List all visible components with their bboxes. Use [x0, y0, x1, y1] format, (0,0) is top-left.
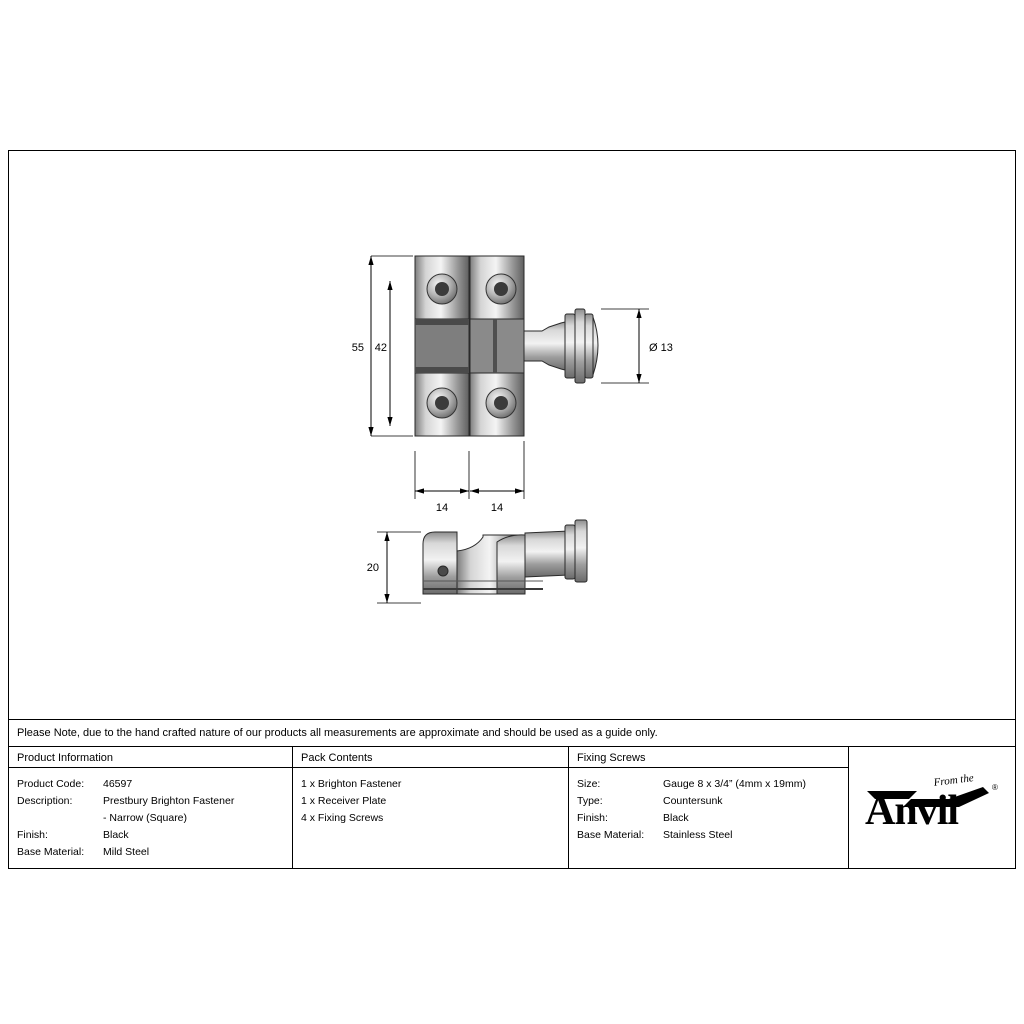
fixing-screws-body: [569, 768, 848, 844]
dim-right-14-label: 14: [490, 502, 504, 514]
dimension-diameter-13: [601, 309, 673, 383]
from-the-anvil-logo: [849, 747, 1015, 869]
screw-size-value: Gauge 8 x 3/4” (4mm x 19mm): [663, 778, 806, 790]
fixing-screws-column: [569, 747, 849, 869]
dimension-width-right-14: [470, 441, 524, 514]
dim-55-label: 55: [351, 342, 364, 354]
product-information-body: [9, 768, 292, 861]
fixing-screws-heading: Fixing Screws: [569, 747, 848, 768]
logo-registered-mark: ®: [992, 783, 998, 792]
side-view: [423, 520, 587, 594]
base-material-row: [17, 844, 292, 861]
screw-finish-label: Finish:: [577, 812, 608, 824]
product-code-row: [17, 776, 292, 793]
brand-logo-column: [849, 747, 1015, 869]
screw-type-row: [577, 793, 848, 810]
description-value-continued: - Narrow (Square): [103, 812, 188, 824]
finish-row: [17, 827, 292, 844]
description-value: Prestbury Brighton Fastener: [103, 795, 235, 807]
dimension-height-20: [367, 532, 421, 603]
base-material-label: Base Material:: [17, 846, 85, 858]
description-label-blank: [17, 810, 103, 827]
pack-contents-column: [293, 747, 569, 869]
receiver-plate-front: [415, 256, 469, 436]
product-information-heading: Product Information: [9, 747, 292, 768]
screw-type-label: Type:: [577, 795, 603, 807]
base-material-value: Mild Steel: [103, 846, 150, 858]
measurement-note: Please Note, due to the hand crafted nature of our products all measurements are approximate and should be used as a guide only.: [9, 719, 1015, 747]
screw-base-material-row: [577, 827, 848, 844]
screw-type-value: Countersunk: [663, 795, 723, 807]
logo-brand-text: Anvil: [865, 788, 959, 834]
finish-label: Finish:: [17, 829, 48, 841]
dim-diameter-label: Ø 13: [649, 342, 673, 354]
pack-item: 1 x Receiver Plate: [301, 795, 387, 807]
fastener-plate-front: [470, 256, 598, 436]
description-label: Description:: [17, 795, 73, 807]
screw-finish-row: [577, 810, 848, 827]
dim-left-14-label: 14: [435, 502, 449, 514]
screw-base-material-label: Base Material:: [577, 829, 645, 841]
product-code-label: Product Code:: [17, 778, 85, 790]
drawing-sheet: [8, 150, 1016, 869]
dim-20-label: 20: [366, 562, 379, 574]
screw-base-material-value: Stainless Steel: [663, 829, 733, 841]
pack-contents-body: [293, 768, 568, 827]
pack-item: 1 x Brighton Fastener: [301, 778, 402, 790]
description-row: [17, 793, 292, 810]
dimension-width-left-14: [415, 451, 469, 514]
info-table: [9, 747, 1015, 869]
product-information-column: [9, 747, 293, 869]
screw-size-row: [577, 776, 848, 793]
description-row-continued: [17, 810, 292, 827]
dim-42-label: 42: [374, 342, 387, 354]
finish-value: Black: [103, 829, 129, 841]
logo-from-the-text: From the: [933, 772, 975, 789]
technical-drawing: [9, 151, 1015, 719]
pack-item: 4 x Fixing Screws: [301, 812, 384, 824]
product-code-value: 46597: [103, 778, 133, 790]
dimension-height-42: [375, 281, 390, 426]
screw-size-label: Size:: [577, 778, 601, 790]
screw-finish-value: Black: [663, 812, 689, 824]
pack-contents-heading: Pack Contents: [293, 747, 568, 768]
drawing-svg: [9, 151, 1015, 719]
